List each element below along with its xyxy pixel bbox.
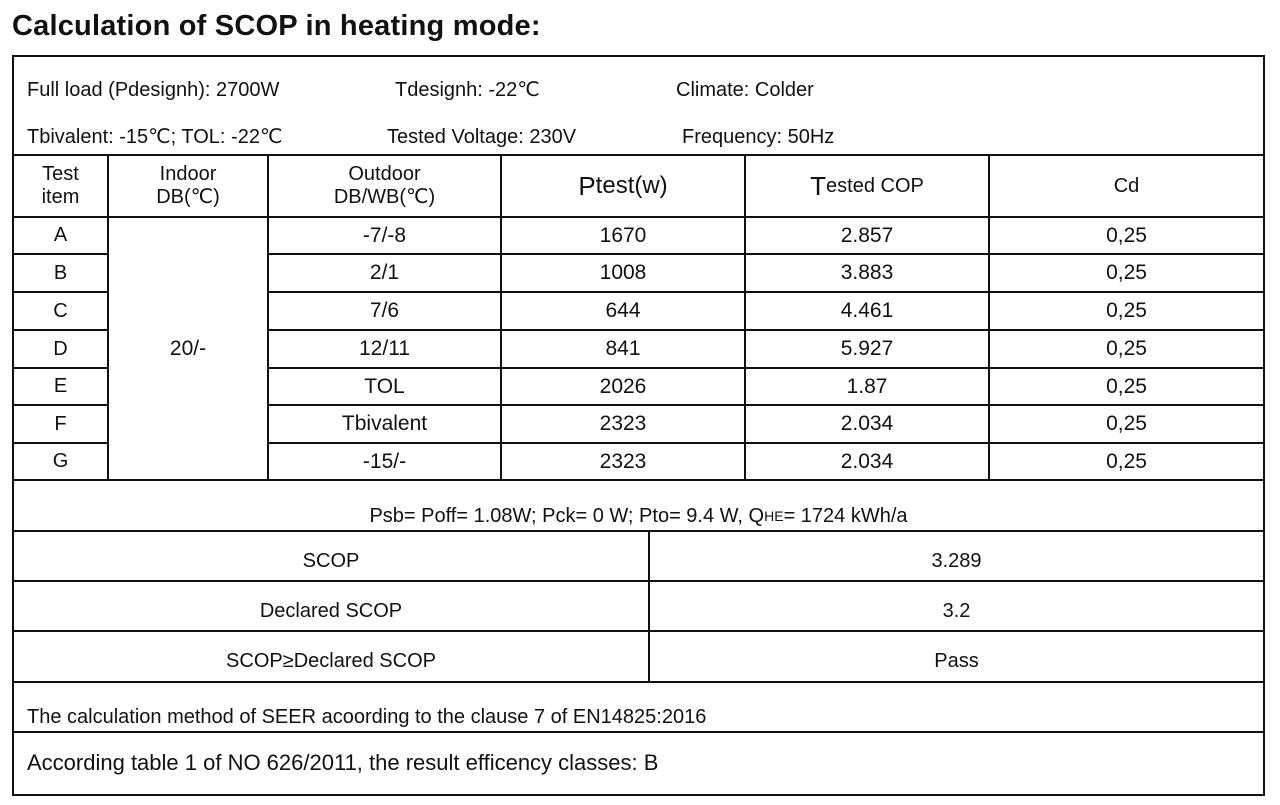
header-outdoor-line1: Outdoor [348,163,421,185]
cell-cd: 0,25 [1106,299,1147,322]
cell-tested-cop: 4.461 [840,299,894,322]
result-label: SCOP≥Declared SCOP [226,650,436,672]
header-tested-cop [746,156,988,216]
cell-test-item: G [52,450,69,472]
power-consumption-line [14,503,1263,529]
header-indoor-line2: DB(℃) [156,186,220,208]
result-label: Declared SCOP [259,599,403,622]
results-bottom-divider [14,681,1263,683]
tbivalent-tol-label: Tbivalent: -15℃; TOL: -22℃ [27,126,283,148]
data-rows-bottom-divider [14,479,1263,481]
cell-cd: 0,25 [1106,374,1147,398]
cell-test-item: C [53,299,68,322]
page-title: Calculation of SCOP in heating mode: [12,10,541,42]
full-load-label: Full load (Pdesignh): 2700W [27,79,280,101]
cell-cd: 0,25 [1106,412,1147,435]
cell-outdoor: 7/6 [369,299,400,322]
power-line-text: Psb= Poff= 1.08W; Pck= 0 W; Pto= 9.4 W, Q [369,504,765,527]
cell-ptest: 841 [605,337,641,360]
result-value: 3.289 [931,549,982,572]
cell-outdoor: 2/1 [369,261,400,284]
cell-test-item: A [53,224,68,246]
cell-tested-cop: 2.034 [840,449,894,473]
cell-ptest: 2026 [599,374,647,398]
header-test-item-line1: Test [42,163,79,185]
result-value: Pass [934,650,979,672]
header-cop-rest: ested COP [826,174,924,197]
calculation-method-note: The calculation method of SEER acoording to the clause 7 of EN14825:2016 [27,705,707,728]
cell-ptest: 644 [605,299,641,322]
cell-test-item: B [53,261,68,284]
cell-test-item: F [54,412,67,435]
cell-ptest: 2323 [599,449,647,473]
cell-cd: 0,25 [1106,223,1147,247]
header-cd: Cd [1113,174,1140,197]
cell-outdoor: TOL [364,374,405,398]
cell-outdoor: Tbivalent [341,412,428,435]
power-line-tail: = 1724 kWh/a [783,504,908,527]
header-ptest-rest: test(w) [595,172,668,199]
header-outdoor-line2: DB/WB(℃) [333,186,436,208]
header-test-item-line2: item [41,186,80,208]
cell-cd: 0,25 [1106,337,1147,360]
cell-outdoor: -7/-8 [362,223,407,247]
cell-ptest: 2323 [599,412,647,435]
header-ptest [502,156,744,216]
scop-table-sheet [12,55,1265,796]
cell-ptest: 1670 [599,223,647,247]
result-value: 3.2 [942,599,971,622]
indoor-value-cell: 20/- [169,336,207,360]
result-label: SCOP [302,549,360,572]
cell-cd: 0,25 [1106,449,1147,473]
cell-tested-cop: 2.034 [840,412,894,435]
header-indoor-line1: Indoor [159,163,217,185]
header-outdoor [269,156,500,216]
header-test-item [14,156,107,216]
cell-ptest: 1008 [599,261,647,284]
cell-test-item: D [53,337,68,360]
efficiency-class-note: According table 1 of NO 626/2011, the result efficency classes: B [27,750,659,775]
cell-tested-cop: 2.857 [840,223,894,247]
climate-label: Climate: Colder [676,79,814,101]
cell-outdoor: -15/- [362,449,407,473]
header-indoor [109,156,267,216]
power-line-subscript: HE [764,508,784,524]
cell-tested-cop: 3.883 [840,261,894,284]
frequency-label: Frequency: 50Hz [682,126,835,148]
header-ptest-cap: P [578,170,596,201]
tested-voltage-label: Tested Voltage: 230V [387,126,577,148]
cell-tested-cop: 1.87 [846,374,888,398]
cell-test-item: E [53,375,68,397]
cell-tested-cop: 5.927 [840,337,894,360]
header-cop-cap: T [810,170,827,201]
cell-cd: 0,25 [1106,261,1147,284]
cell-outdoor: 12/11 [359,337,410,360]
tdesignh-label: Tdesignh: -22℃ [395,79,540,101]
